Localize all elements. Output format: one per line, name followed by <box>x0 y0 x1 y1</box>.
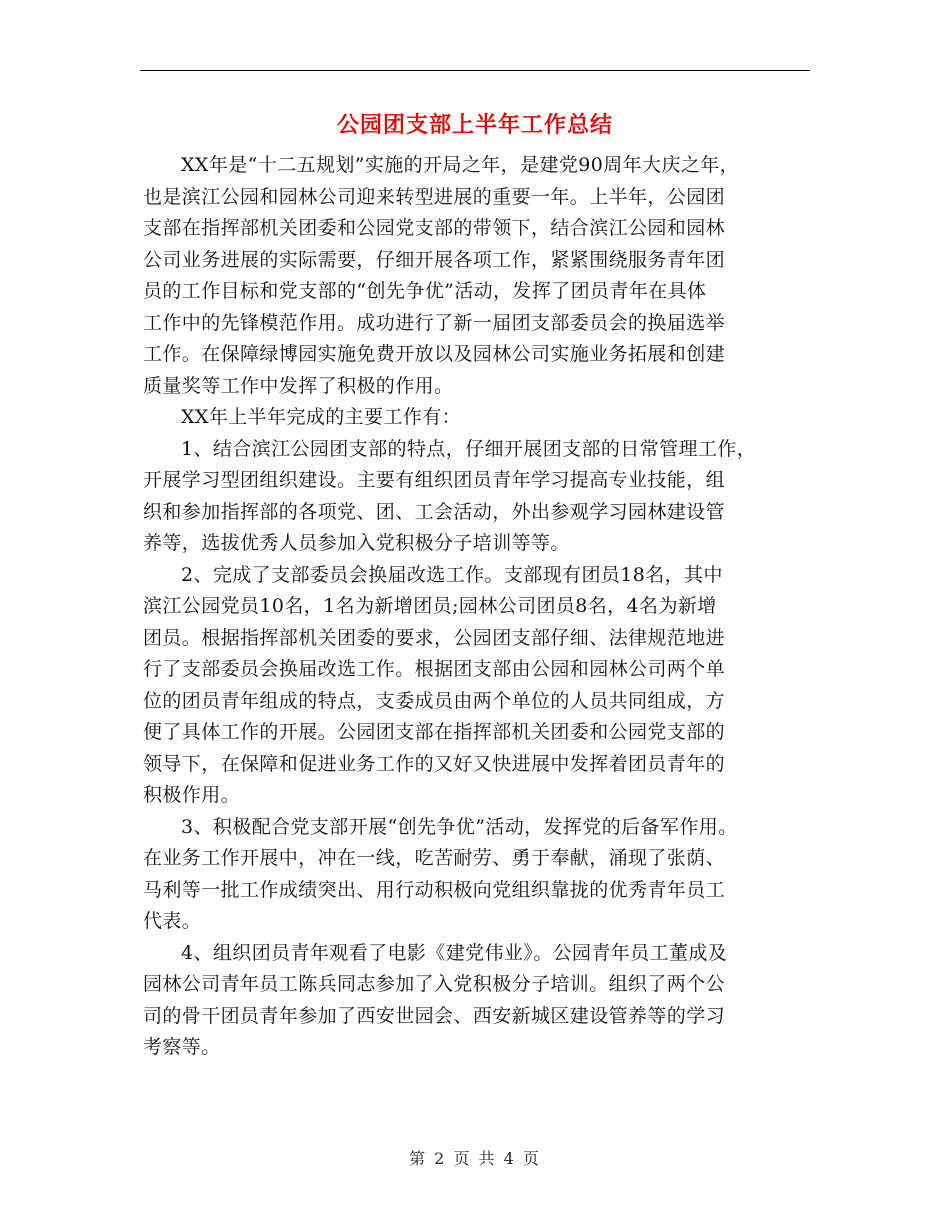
paragraph-line: 也是滨江公园和园林公司迎来转型进展的重要一年。上半年，公园团 <box>143 185 726 208</box>
paragraph-line: 团员。根据指挥部机关团委的要求，公园团支部仔细、法律规范地进 <box>143 626 726 649</box>
paragraph-first-line: XX年是“十二五规划”实施的开局之年，是建党90周年大庆之年， <box>181 154 740 176</box>
paragraph-first-line: 1、结合滨江公园团支部的特点，仔细开展团支部的日常管理工作， <box>181 437 757 460</box>
paragraph-line: 考察等。 <box>143 1036 221 1058</box>
paragraph-line: 织和参加指挥部的各项党、团、工会活动，外出参观学习园林建设管 <box>143 500 726 523</box>
paragraph-line: 员的工作目标和党支部的“创先争优”活动，发挥了团员青年在具体 <box>143 280 707 302</box>
paragraph-line: 公司业务进展的实际需要，仔细开展各项工作，紧紧围绕服务青年团 <box>143 248 726 271</box>
paragraph-line: 代表。 <box>143 910 202 932</box>
paragraph-first-line: 2、完成了支部委员会换届改选工作。支部现有团员18名，其中 <box>181 563 723 586</box>
paragraph-line: 马利等一批工作成绩突出、用行动积极向党组织靠拢的优秀青年员工 <box>143 878 726 901</box>
paragraph-first-line: 3、积极配合党支部开展“创先争优”活动，发挥党的后备军作用。 <box>181 815 738 838</box>
document-title: 公园团支部上半年工作总结 <box>336 113 613 138</box>
paragraph-line: 质量奖等工作中发挥了积极的作用。 <box>143 374 454 397</box>
paragraph-first-line: 4、组织团员青年观看了电影《建党伟业》。公园青年员工董成及 <box>181 941 728 964</box>
paragraph-line: 积极作用。 <box>143 784 241 806</box>
header-rule <box>140 70 810 71</box>
paragraph-line: 便了具体工作的开展。公园团支部在指挥部机关团委和公园党支部的 <box>143 721 726 743</box>
paragraph-line: 工作。在保障绿博园实施免费开放以及园林公司实施业务拓展和创建 <box>143 343 726 365</box>
paragraph-line: 位的团员青年组成的特点，支委成员由两个单位的人员共同组成，方 <box>143 689 726 712</box>
paragraph-line: 园林公司青年员工陈兵同志参加了入党积极分子培训。组织了两个公 <box>143 973 726 995</box>
paragraph-line: 工作中的先锋模范作用。成功进行了新一届团支部委员会的换届选举 <box>143 311 726 334</box>
paragraph-line: 养等，选拔优秀人员参加入党积极分子培训等等。 <box>143 532 570 554</box>
paragraph-line: 开展学习型团组织建设。主要有组织团员青年学习提高专业技能，组 <box>143 469 726 491</box>
paragraph-line: 支部在指挥部机关团委和公园党支部的带领下，结合滨江公园和园林 <box>143 217 726 239</box>
paragraph-line: 领导下，在保障和促进业务工作的又好又快进展中发挥着团员青年的 <box>143 752 726 775</box>
paragraph-line: 滨江公园党员10名，1名为新增团员;园林公司团员8名，4名为新增 <box>143 595 717 617</box>
paragraph-line: 司的骨干团员青年参加了西安世园会、西安新城区建设管养等的学习 <box>143 1004 726 1027</box>
paragraph-first-line: XX年上半年完成的主要工作有： <box>181 406 462 428</box>
document-body <box>143 150 811 1064</box>
paragraph-line: 在业务工作开展中，冲在一线，吃苦耐劳、勇于奉献，涌现了张荫、 <box>143 847 726 869</box>
paragraph-line: 行了支部委员会换届改选工作。根据团支部由公园和园林公司两个单 <box>143 658 726 680</box>
page-footer: 第 2 页 共 4 页 <box>409 1149 541 1168</box>
